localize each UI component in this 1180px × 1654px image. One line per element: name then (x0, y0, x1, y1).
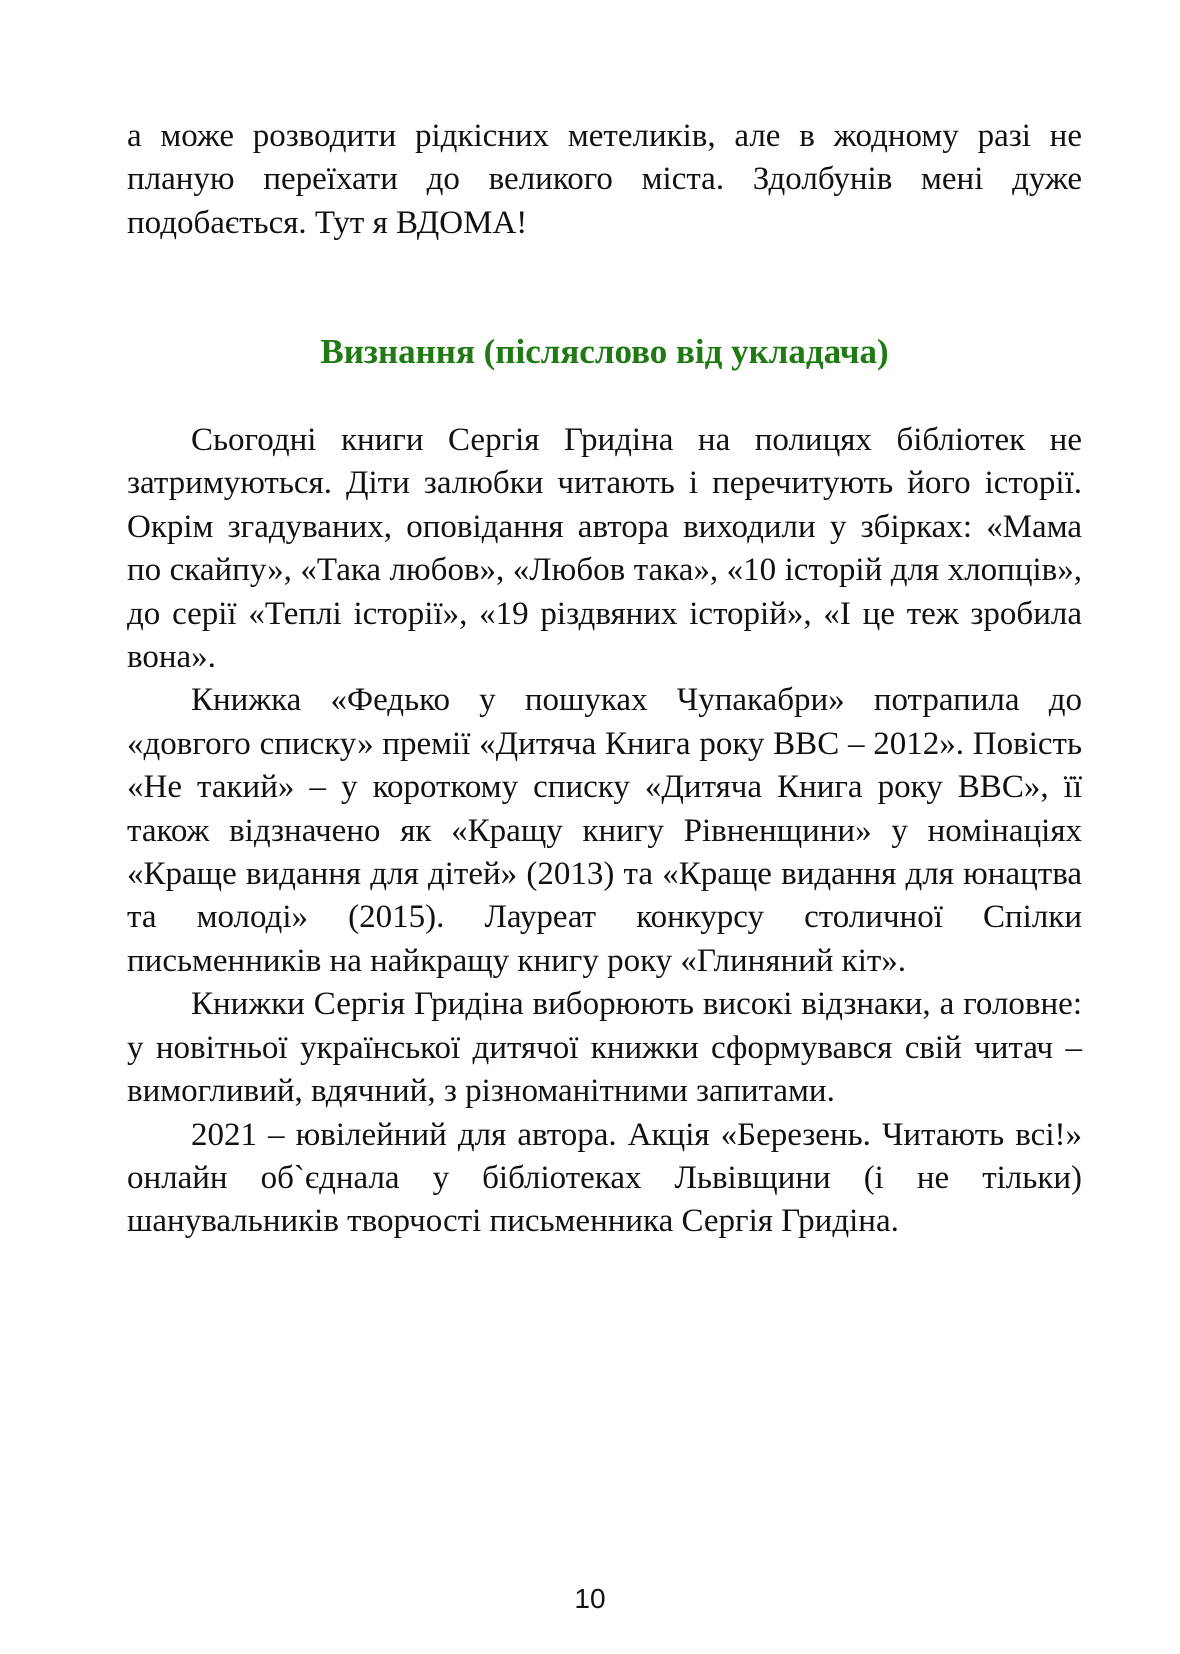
body-paragraph-4: 2021 – ювілейний для автора. Акція «Березень. Читають всі!» онлайн об`єднала у бібліотеках Львівщини (і не тільки) шанувальників творчості письменника Сергія Гридіна. (127, 1116, 1082, 1240)
body-paragraph-3: Книжки Сергія Гридіна виборюють високі відзнаки, а головне: у новітньої української дитячої книжки сформувався свій читач – вимогливий, вдячний, з різноманітними запитами. (127, 986, 1082, 1110)
intro-text (127, 115, 1082, 245)
body-paragraph-1: Сьогодні книги Сергія Гридіна на полицях бібліотек не затримуються. Діти залюбки читають і перечитують його історії. Окрім згадуваних, оповідання автора виходили у збірках: «Мама по скайпу», «Така любов», «Любов така», «10 історій для хлопців», до серії «Теплі історії», «19 різдвяних історій», «І це теж зробила вона». (127, 422, 1082, 676)
body-paragraph-2: Книжка «Федько у пошуках Чупакабри» потрапила до «довгого списку» премії «Дитяча Книга року ВВС – 2012». Повість «Не такий» – у короткому списку «Дитяча Книга року ВВС», її також відзначено як «Кращу книгу Рівненщини» у номінаціях «Краще видання для дітей» (2013) та «Краще видання для юнацтва та молоді» (2015). Лауреат конкурсу столичної Спілки письменників на найкращу книгу року «Глиняний кіт». (127, 682, 1082, 979)
intro-paragraph: а може розводити рідкісних метеликів, але в жодному разі не планую переїхати до великого міста. Здолбунів мені дуже подобається. Тут я ВДОМА! (127, 118, 1082, 241)
section-body (127, 419, 1082, 1244)
page-number: 10 (574, 1583, 606, 1614)
section-heading: Визнання (післяслово від укладача) (320, 332, 889, 371)
